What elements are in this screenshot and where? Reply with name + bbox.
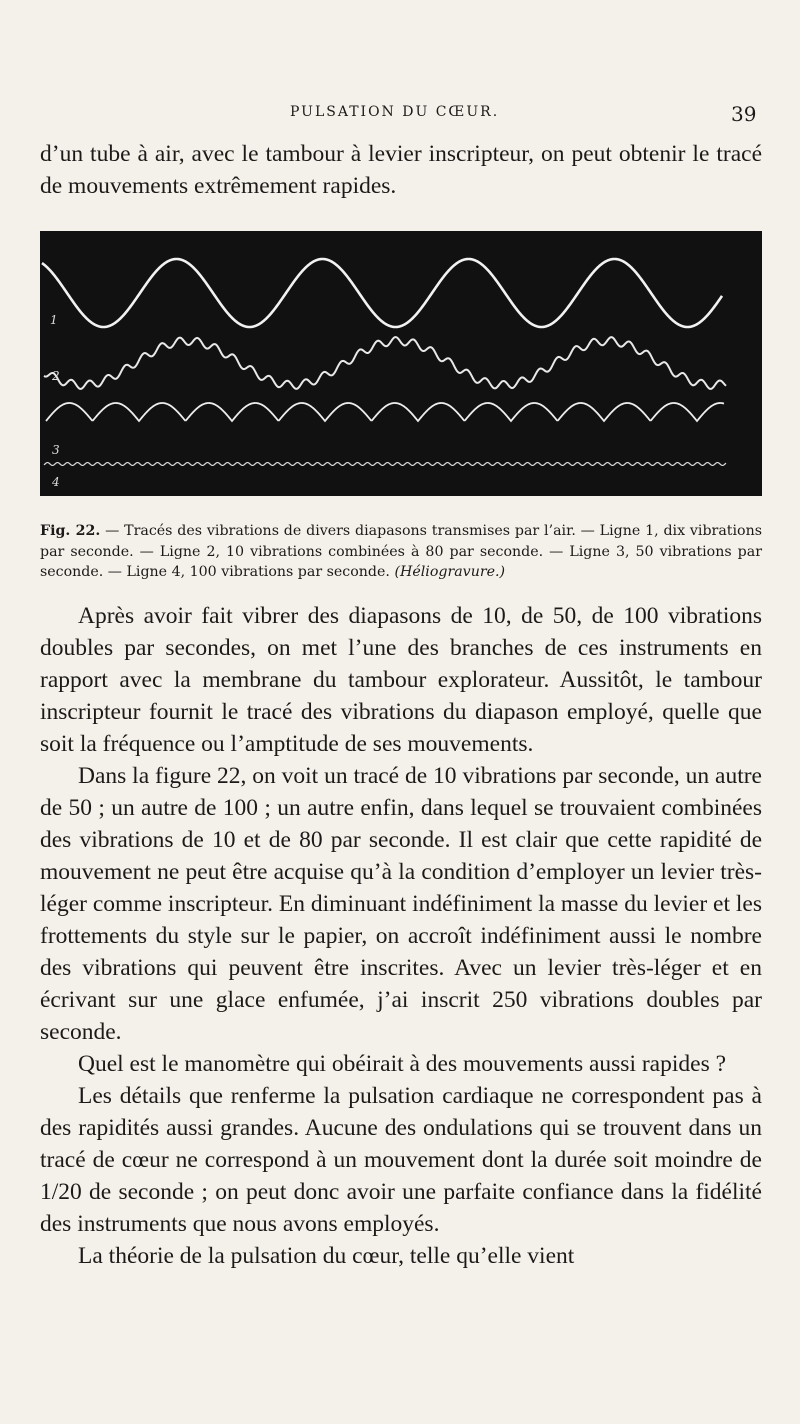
running-head — [0, 102, 800, 126]
trace-line-1 — [42, 259, 722, 327]
paragraph-5: La théorie de la pulsation du cœur, telle qu’elle vient — [78, 1243, 575, 1269]
tuning-fork-traces — [40, 231, 762, 496]
body-text — [40, 600, 762, 1272]
page-number: 39 — [731, 102, 757, 126]
line-label-2: 2 — [52, 369, 60, 383]
caption-fig-ref: Fig. 22. — [40, 523, 101, 539]
intro-text: d’un tube à air, avec le tambour à levier inscripteur, on peut obtenir le tracé de mouvements extrêmement rapides. — [40, 141, 762, 199]
line-label-4: 4 — [52, 475, 60, 489]
paragraph-2: Dans la figure 22, on voit un tracé de 10 vibrations par seconde, un autre de 50 ; un autre de 100 ; un autre enfin, dans lequel se trouvaient combinées des vibrations de 10 et de 80 par seconde. Il est clair que cette rapidité de mouvement ne peut être acquise qu’à la condition d’employer un levier très-léger comme inscripteur. En diminuant indéfiniment la masse du levier et les frottements du style sur le papier, on accroît indéfiniment aussi le nombre des vibrations qui peuvent être inscrites. Avec un levier très-léger et en écrivant sur une glace enfumée, j’ai inscrit 250 vibrations doubles par seconde. — [40, 763, 762, 1045]
paragraph-3: Quel est le manomètre qui obéirait à des mouvements aussi rapides ? — [78, 1051, 727, 1077]
paragraph-4: Les détails que renferme la pulsation cardiaque ne correspondent pas à des rapidités aussi grandes. Aucune des ondulations qui se trouvent dans un tracé de cœur ne correspond à un mouvement dont la durée soit moindre de 1/20 de seconde ; on peut donc avoir une parfaite confiance dans la fidélité des instruments que nous avons employés. — [40, 1083, 762, 1237]
intro-paragraph — [40, 138, 762, 202]
figure-22 — [40, 231, 762, 496]
caption-text: — Tracés des vibrations de divers diapasons transmises par l’air. — Ligne 1, dix vibrations par seconde. — Ligne 2, 10 vibrations combinées à 80 par seconde. — Ligne 3, 50 vibrations par seconde. — Ligne 4, 100 vibrations par seconde. — [40, 523, 762, 580]
caption-credit: (Héliogravure.) — [394, 564, 506, 580]
running-title: PULSATION DU CŒUR. — [290, 104, 500, 120]
line-label-3: 3 — [52, 443, 60, 457]
line-label-1: 1 — [50, 313, 58, 327]
trace-line-3 — [46, 403, 724, 421]
trace-line-2 — [44, 337, 726, 389]
figure-caption — [40, 521, 762, 583]
paragraph-1: Après avoir fait vibrer des diapasons de 10, de 50, de 100 vibrations doubles par secondes, on met l’une des branches de ces instruments en rapport avec la membrane du tambour explorateur. Aussitôt, le tambour inscripteur fournit le tracé des vibrations du diapason employé, quelle que soit la fréquence ou l’amptitude de ses mouvements. — [40, 603, 762, 757]
trace-line-4 — [44, 463, 726, 466]
